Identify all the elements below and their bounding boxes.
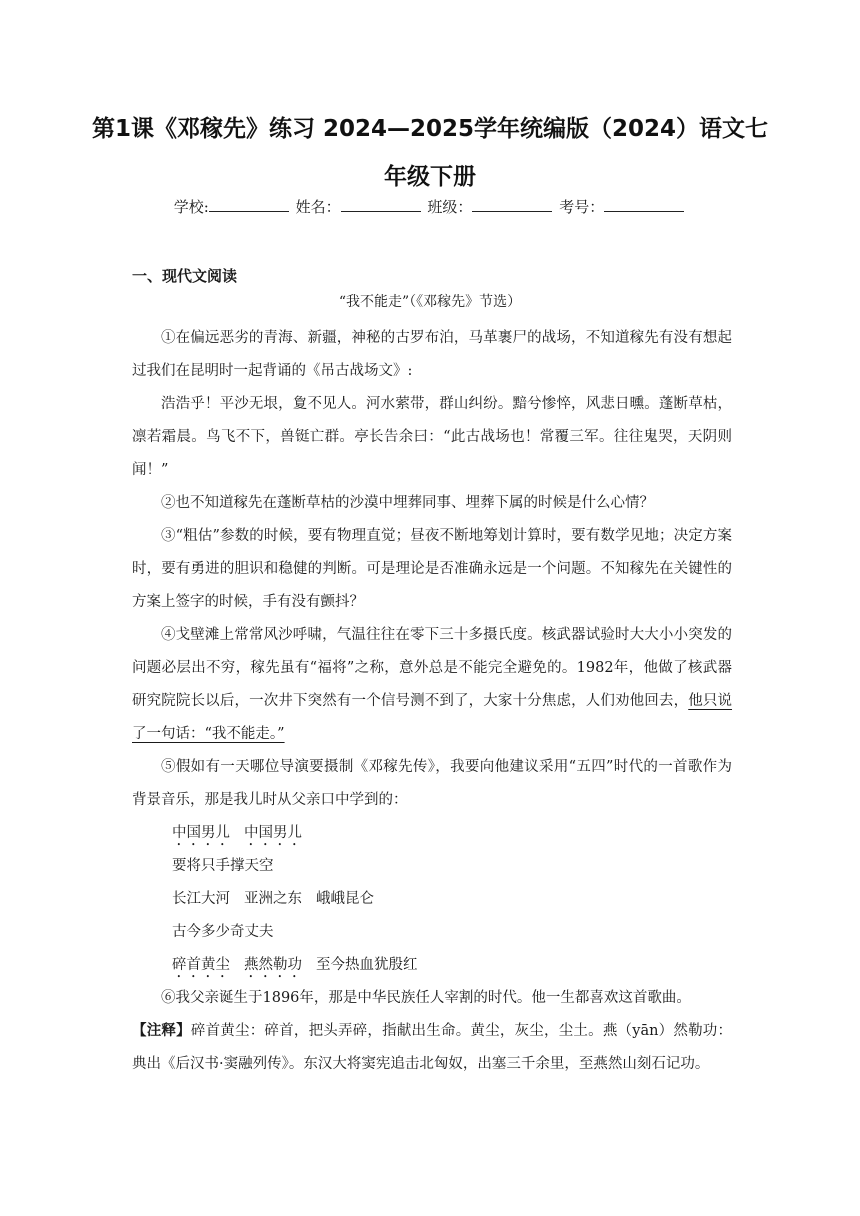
paragraph-1: ①在偏远恶劣的青海、新疆，神秘的古罗布泊，马革裹尸的战场，不知道稼先有没有想起过我们在昆明时一起背诵的《吊古战场文》:: [132, 330, 732, 379]
song-line-3b: 亚洲之东: [244, 891, 302, 907]
paragraph-4: [132, 619, 732, 751]
paragraph-6: ⑥我父亲诞生于1896年，那是中华民族任人宰割的时代。他一生都喜欢这首歌曲。: [161, 990, 691, 1006]
annotation: [132, 1015, 732, 1081]
song-line-3: [132, 883, 732, 916]
class-label: 班级：: [427, 198, 473, 216]
name-label: 姓名：: [295, 198, 341, 216]
song-line-5b: 燕然勒功: [244, 957, 302, 973]
song-line-5c: 至今热血犹殷红: [316, 957, 418, 973]
section-heading: 一、现代文阅读: [132, 267, 238, 285]
school-blank[interactable]: [209, 196, 289, 212]
passage-body: [132, 322, 732, 1081]
class-blank[interactable]: [472, 196, 552, 212]
song-line-3c: 峨峨昆仑: [316, 891, 374, 907]
song-line-1a: 中国男儿: [172, 825, 230, 841]
exam-number-label: 考号：: [559, 198, 605, 216]
song-line-5: [132, 949, 732, 982]
passage-title: “我不能走”（《邓稼先》节选）: [338, 294, 522, 310]
underlined-sentence: 他只说了一句话：“我不能走。”: [132, 693, 733, 742]
song-line-2: 要将只手撑天空: [172, 858, 274, 874]
song-line-3a: 长江大河: [172, 891, 230, 907]
document-title-line-1: 第1课《邓稼先》练习 2024—2025学年统编版（2024）语文七: [91, 116, 769, 142]
school-label: 学校:: [173, 198, 209, 216]
name-blank[interactable]: [341, 196, 421, 212]
song-line-4: 古今多少奇丈夫: [172, 924, 274, 940]
document-title-line-2: 年级下册: [384, 164, 476, 190]
song-line-1: [132, 817, 732, 850]
paragraph-5: ⑤假如有一天哪位导演要摄制《邓稼先传》，我要向他建议采用“五四”时代的一首歌作为背景音乐，那是我儿时从父亲口中学到的：: [132, 759, 732, 808]
paragraph-1-quote: 浩浩乎！平沙无垠，夐不见人。河水萦带，群山纠纷。黯兮惨悴，风悲日曛。蓬断草枯，凛若霜晨。鸟飞不下，兽铤亡群。亭长告余曰：“此古战场也！常覆三军。往往鬼哭，天阴则闻！”: [132, 396, 732, 478]
student-info-row: [0, 196, 860, 217]
exam-number-blank[interactable]: [604, 196, 684, 212]
song-line-5a: 碎首黄尘: [172, 957, 230, 973]
paragraph-3: ③“粗估”参数的时候，要有物理直觉；昼夜不断地筹划计算时，要有数学见地；决定方案时，要有勇进的胆识和稳健的判断。可是理论是否准确永远是一个问题。不知稼先在关键性的方案上签字的时候，手有没有颤抖？: [132, 528, 732, 610]
song-line-1b: 中国男儿: [244, 825, 302, 841]
annotation-label: 【注释】: [132, 1023, 191, 1039]
paragraph-4-text: ④戈壁滩上常常风沙呼啸，气温往往在零下三十多摄氏度。核武器试验时大大小小突发的问题必层出不穷，稼先虽有“福将”之称，意外总是不能完全避免的。1982年，他做了核武器研究院院长以后，一次井下突然有一个信号测不到了，大家十分焦虑，人们劝他回去，: [132, 627, 732, 709]
annotation-text: 碎首黄尘：碎首，把头弄碎，指献出生命。黄尘，灰尘，尘土。燕（yān）然勒功：典出《后汉书·窦融列传》。东汉大将窦宪追击北匈奴，出塞三千余里，至燕然山刻石记功。: [132, 1023, 733, 1072]
paragraph-2: ②也不知道稼先在蓬断草枯的沙漠中埋葬同事、埋葬下属的时候是什么心情？: [161, 495, 654, 511]
